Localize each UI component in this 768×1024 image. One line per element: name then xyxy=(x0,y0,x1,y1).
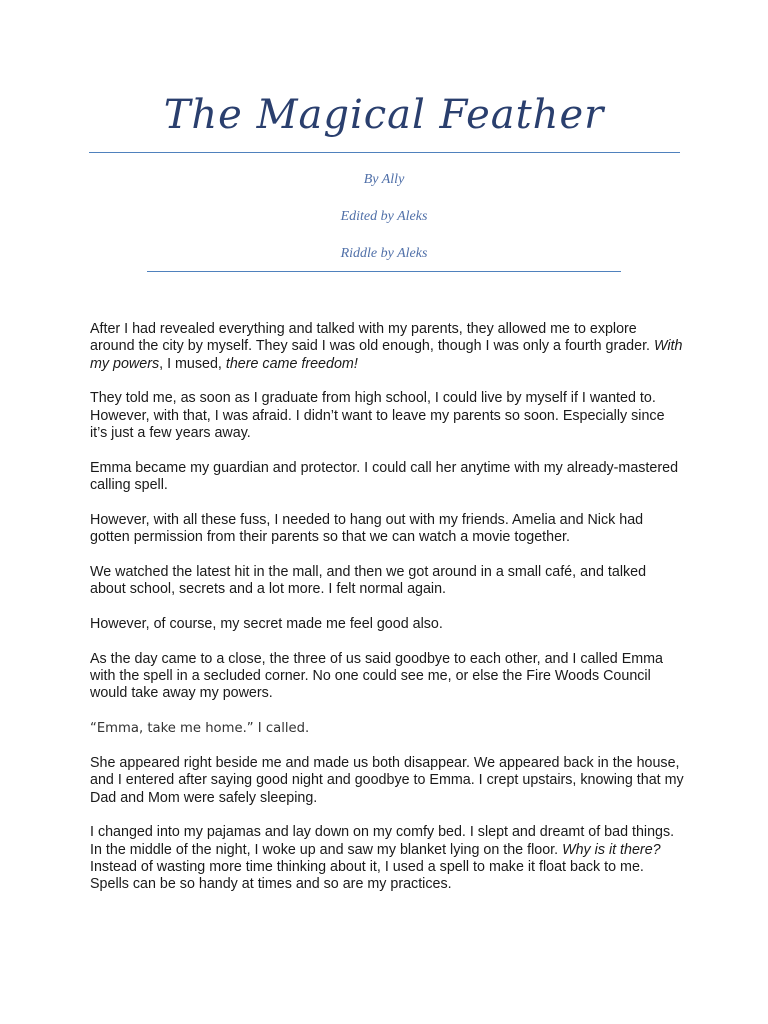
paragraph-8-dialogue: “Emma, take me home.” I called. xyxy=(90,721,310,737)
paragraph-9: She appeared right beside me and made us both disappear. We appeared back in the house, and I entered after saying good night and goodbye to Emma. I crept upstairs, knowing that my Dad and Mom were safely sleeping. xyxy=(90,755,684,806)
credits-divider xyxy=(147,271,621,272)
paragraph-2: They told me, as soon as I graduate from high school, I could live by myself if I wanted to. However, with that, I was afraid. I didn’t want to leave my parents so soon. Especially since it’s just a few years away. xyxy=(90,390,665,441)
paragraph-6: However, of course, my secret made me feel good also. xyxy=(90,616,443,633)
italic-phrase: Why is it there? xyxy=(562,841,661,858)
italic-phrase: With my powers xyxy=(90,338,683,372)
paragraph-5: We watched the latest hit in the mall, and then we got around in a small café, and talked about school, secrets and a lot more. I felt normal again. xyxy=(90,563,647,598)
paragraph-3: Emma became my guardian and protector. I could call her anytime with my already-mastered calling spell. xyxy=(90,459,679,494)
italic-phrase: there came freedom! xyxy=(225,355,358,372)
paragraph-10: I changed into my pajamas and lay down on my comfy bed. I slept and dreamt of bad things. In the middle of the night, I woke up and saw my blanket lying on the floor. Why is it there? Instead of wasting more time thinking about it, I used a spell to make it float back to me. Spells can be so handy at times and so are my practices. xyxy=(90,824,675,893)
paragraph-1: After I had revealed everything and talked with my parents, they allowed me to explore around the city by myself. They said I was old enough, though I was only a fourth grader. With my powers, I mused, there came freedom! xyxy=(90,321,683,372)
paragraph-4: However, with all these fuss, I needed to hang out with my friends. Amelia and Nick had gotten permission from their parents so that we can watch a movie together. xyxy=(90,511,644,546)
title-divider xyxy=(89,152,680,153)
paragraph-7: As the day came to a close, the three of us said goodbye to each other, and I called Emma with the spell in a secluded corner. No one could see me, or else the Fire Woods Council would take away my powers. xyxy=(90,650,664,702)
riddle-credit: Riddle by Aleks xyxy=(340,246,428,261)
document-title: The Magical Feather xyxy=(163,92,605,138)
editor-credit: Edited by Aleks xyxy=(340,209,428,224)
author-credit: By Ally xyxy=(363,172,405,187)
story-body xyxy=(90,321,685,911)
